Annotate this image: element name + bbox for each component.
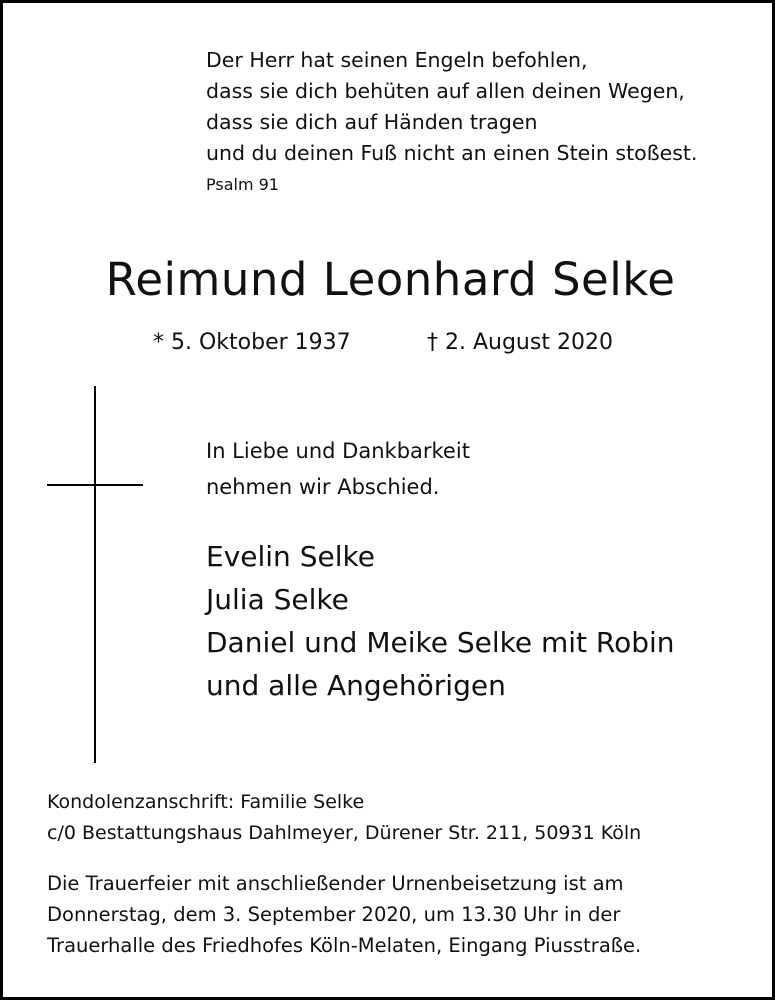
- verse-source: Psalm 91: [206, 175, 279, 194]
- ceremony-line: Trauerhalle des Friedhofes Köln-Melaten, Eingang Piusstraße.: [47, 934, 642, 957]
- farewell-line: In Liebe und Dankbarkeit: [206, 439, 470, 463]
- farewell-line: nehmen wir Abschied.: [206, 475, 440, 499]
- deceased-name: Reimund Leonhard Selke: [105, 253, 676, 306]
- ceremony-line: Donnerstag, dem 3. September 2020, um 13.30 Uhr in der: [47, 903, 621, 926]
- verse-line: Der Herr hat seinen Engeln befohlen,: [206, 48, 588, 72]
- farewell-text: [206, 433, 470, 505]
- mourners-list: [206, 535, 675, 707]
- condolence-line: c/0 Bestattungshaus Dahlmeyer, Dürener Str. 211, 50931 Köln: [47, 822, 642, 844]
- verse-line: dass sie dich behüten auf allen deinen Wegen,: [206, 79, 685, 103]
- condolence-line: Kondolenzanschrift: Familie Selke: [47, 791, 365, 813]
- verse-line: dass sie dich auf Händen tragen: [206, 110, 538, 134]
- condolence-address: [47, 787, 641, 849]
- ceremony-info: [47, 868, 641, 961]
- mourner-name: und alle Angehörigen: [206, 669, 506, 702]
- ceremony-line: Die Trauerfeier mit anschließender Urnenbeisetzung ist am: [47, 872, 624, 895]
- mourner-name: Daniel und Meike Selke mit Robin: [206, 626, 675, 659]
- cross-vertical-bar: [94, 386, 96, 763]
- death-date: † 2. August 2020: [427, 330, 613, 355]
- birth-date: * 5. Oktober 1937: [153, 330, 351, 355]
- verse-line: und du deinen Fuß nicht an einen Stein stoßest.: [206, 141, 698, 165]
- mourner-name: Julia Selke: [206, 583, 349, 616]
- cross-horizontal-bar: [47, 484, 143, 486]
- bible-verse: [206, 45, 697, 169]
- mourner-name: Evelin Selke: [206, 540, 375, 573]
